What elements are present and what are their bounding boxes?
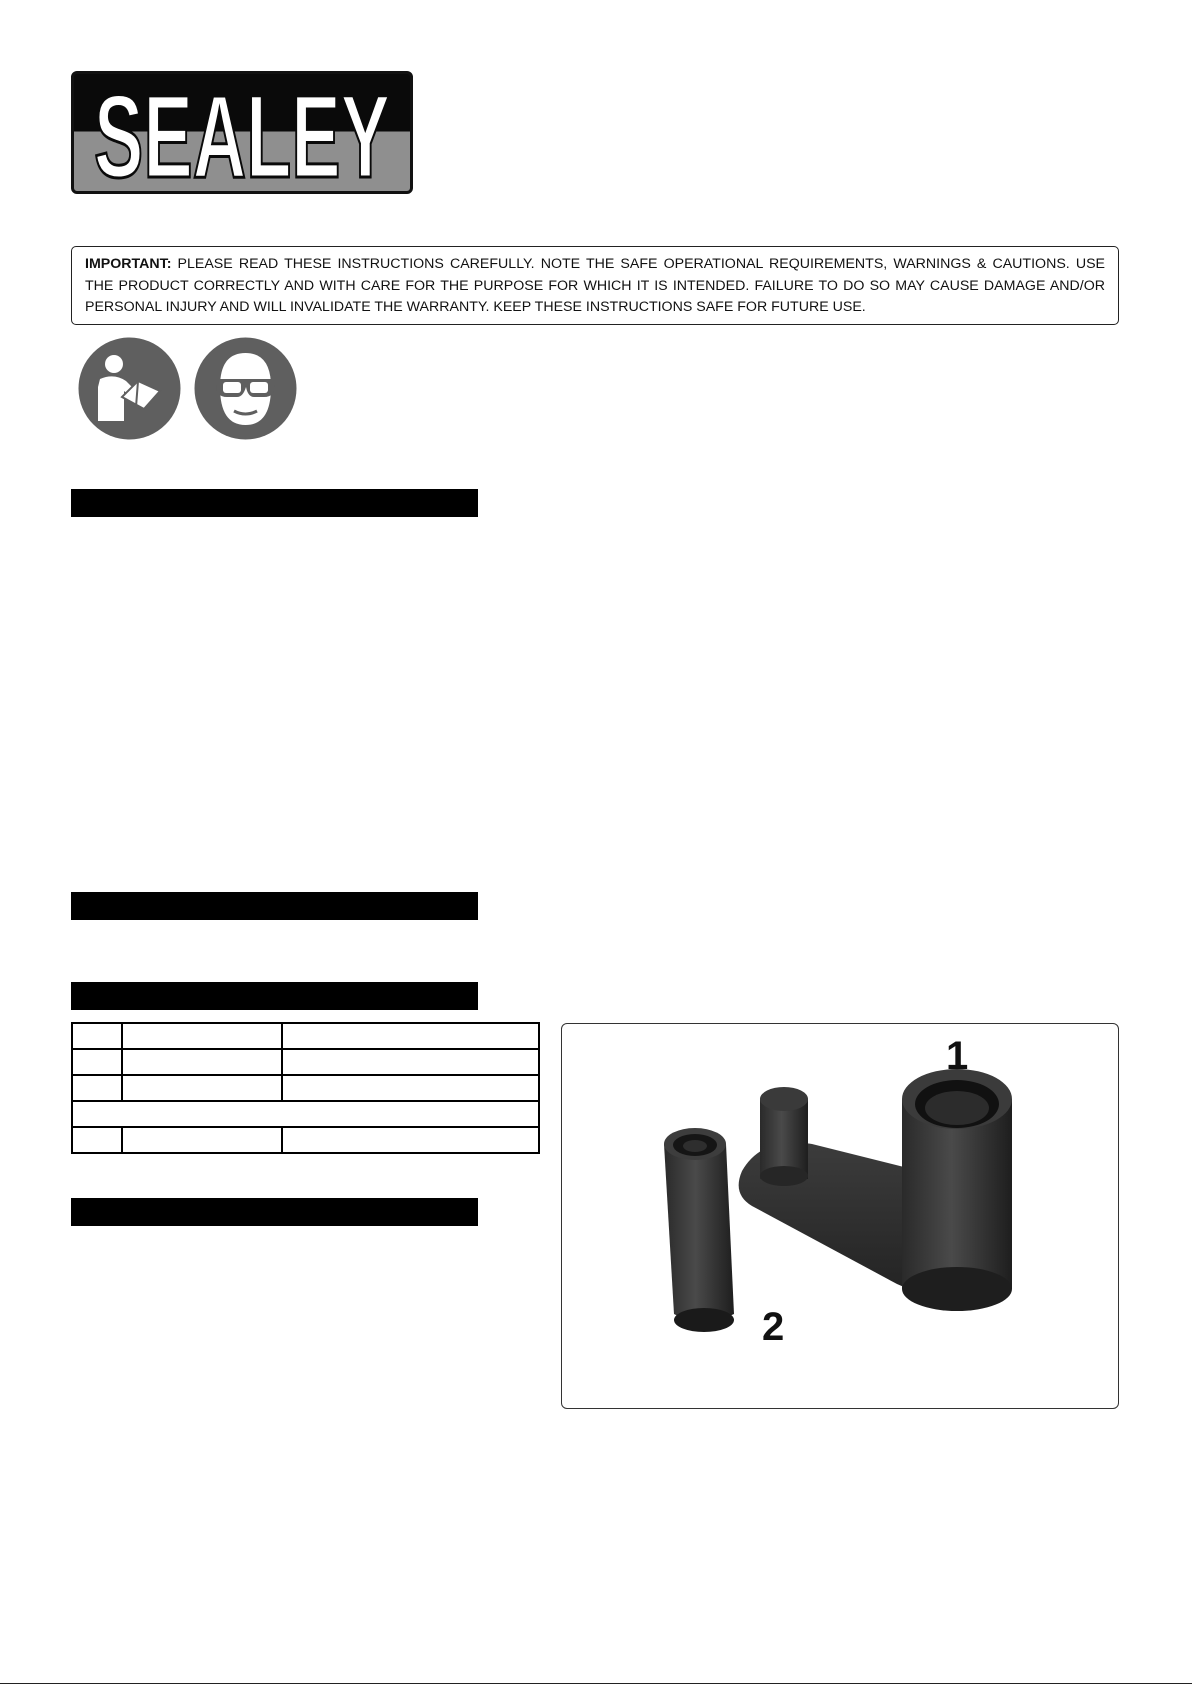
- section-bar-2: [71, 892, 478, 920]
- table-cell: [122, 1049, 282, 1075]
- specification-table: [71, 1022, 540, 1154]
- table-cell: [72, 1023, 122, 1049]
- callout-2: 2: [762, 1305, 785, 1349]
- table-cell: [72, 1075, 122, 1101]
- sealey-wordmark: [74, 71, 410, 203]
- footer-rule: [0, 1683, 1192, 1684]
- table-row: [72, 1075, 539, 1101]
- section-bar-3: [71, 982, 478, 1010]
- socket-tool-illustration: [562, 1024, 1120, 1410]
- table-row: [72, 1049, 539, 1075]
- table-cell: [72, 1049, 122, 1075]
- section-bar-1: [71, 489, 478, 517]
- table-cell: [282, 1127, 539, 1153]
- table-row: [72, 1101, 539, 1127]
- callout-1: 1: [946, 1034, 969, 1078]
- table-cell: [122, 1127, 282, 1153]
- table-cell: [72, 1127, 122, 1153]
- read-instructions-icon: [78, 337, 181, 440]
- notice-label: IMPORTANT:: [85, 256, 172, 272]
- table-cell: [282, 1075, 539, 1101]
- important-notice: [71, 246, 1119, 325]
- product-figure: [561, 1023, 1119, 1409]
- table-row: [72, 1023, 539, 1049]
- table-cell: [122, 1023, 282, 1049]
- svg-text:SEALEY: SEALEY: [94, 71, 390, 203]
- section-bar-4: [71, 1198, 478, 1226]
- table-cell: [72, 1101, 539, 1127]
- wear-eye-protection-icon: [194, 337, 297, 440]
- notice-text: PLEASE READ THESE INSTRUCTIONS CAREFULLY. NOTE THE SAFE OPERATIONAL REQUIREMENTS, WARNINGS & CAUTIONS. USE THE PRODUCT CORRECTLY AND WITH CARE FOR THE PURPOSE FOR WHICH IT IS INTENDED. FAILURE TO DO SO MAY CAUSE DAMAGE AND/OR PERSONAL INJURY AND WILL INVALIDATE THE WARRANTY. KEEP THESE INSTRUCTIONS SAFE FOR FUTURE USE.: [85, 256, 1105, 315]
- table-cell: [282, 1049, 539, 1075]
- table-cell: [122, 1075, 282, 1101]
- table-row: [72, 1127, 539, 1153]
- table-cell: [282, 1023, 539, 1049]
- sealey-logo: [71, 71, 413, 203]
